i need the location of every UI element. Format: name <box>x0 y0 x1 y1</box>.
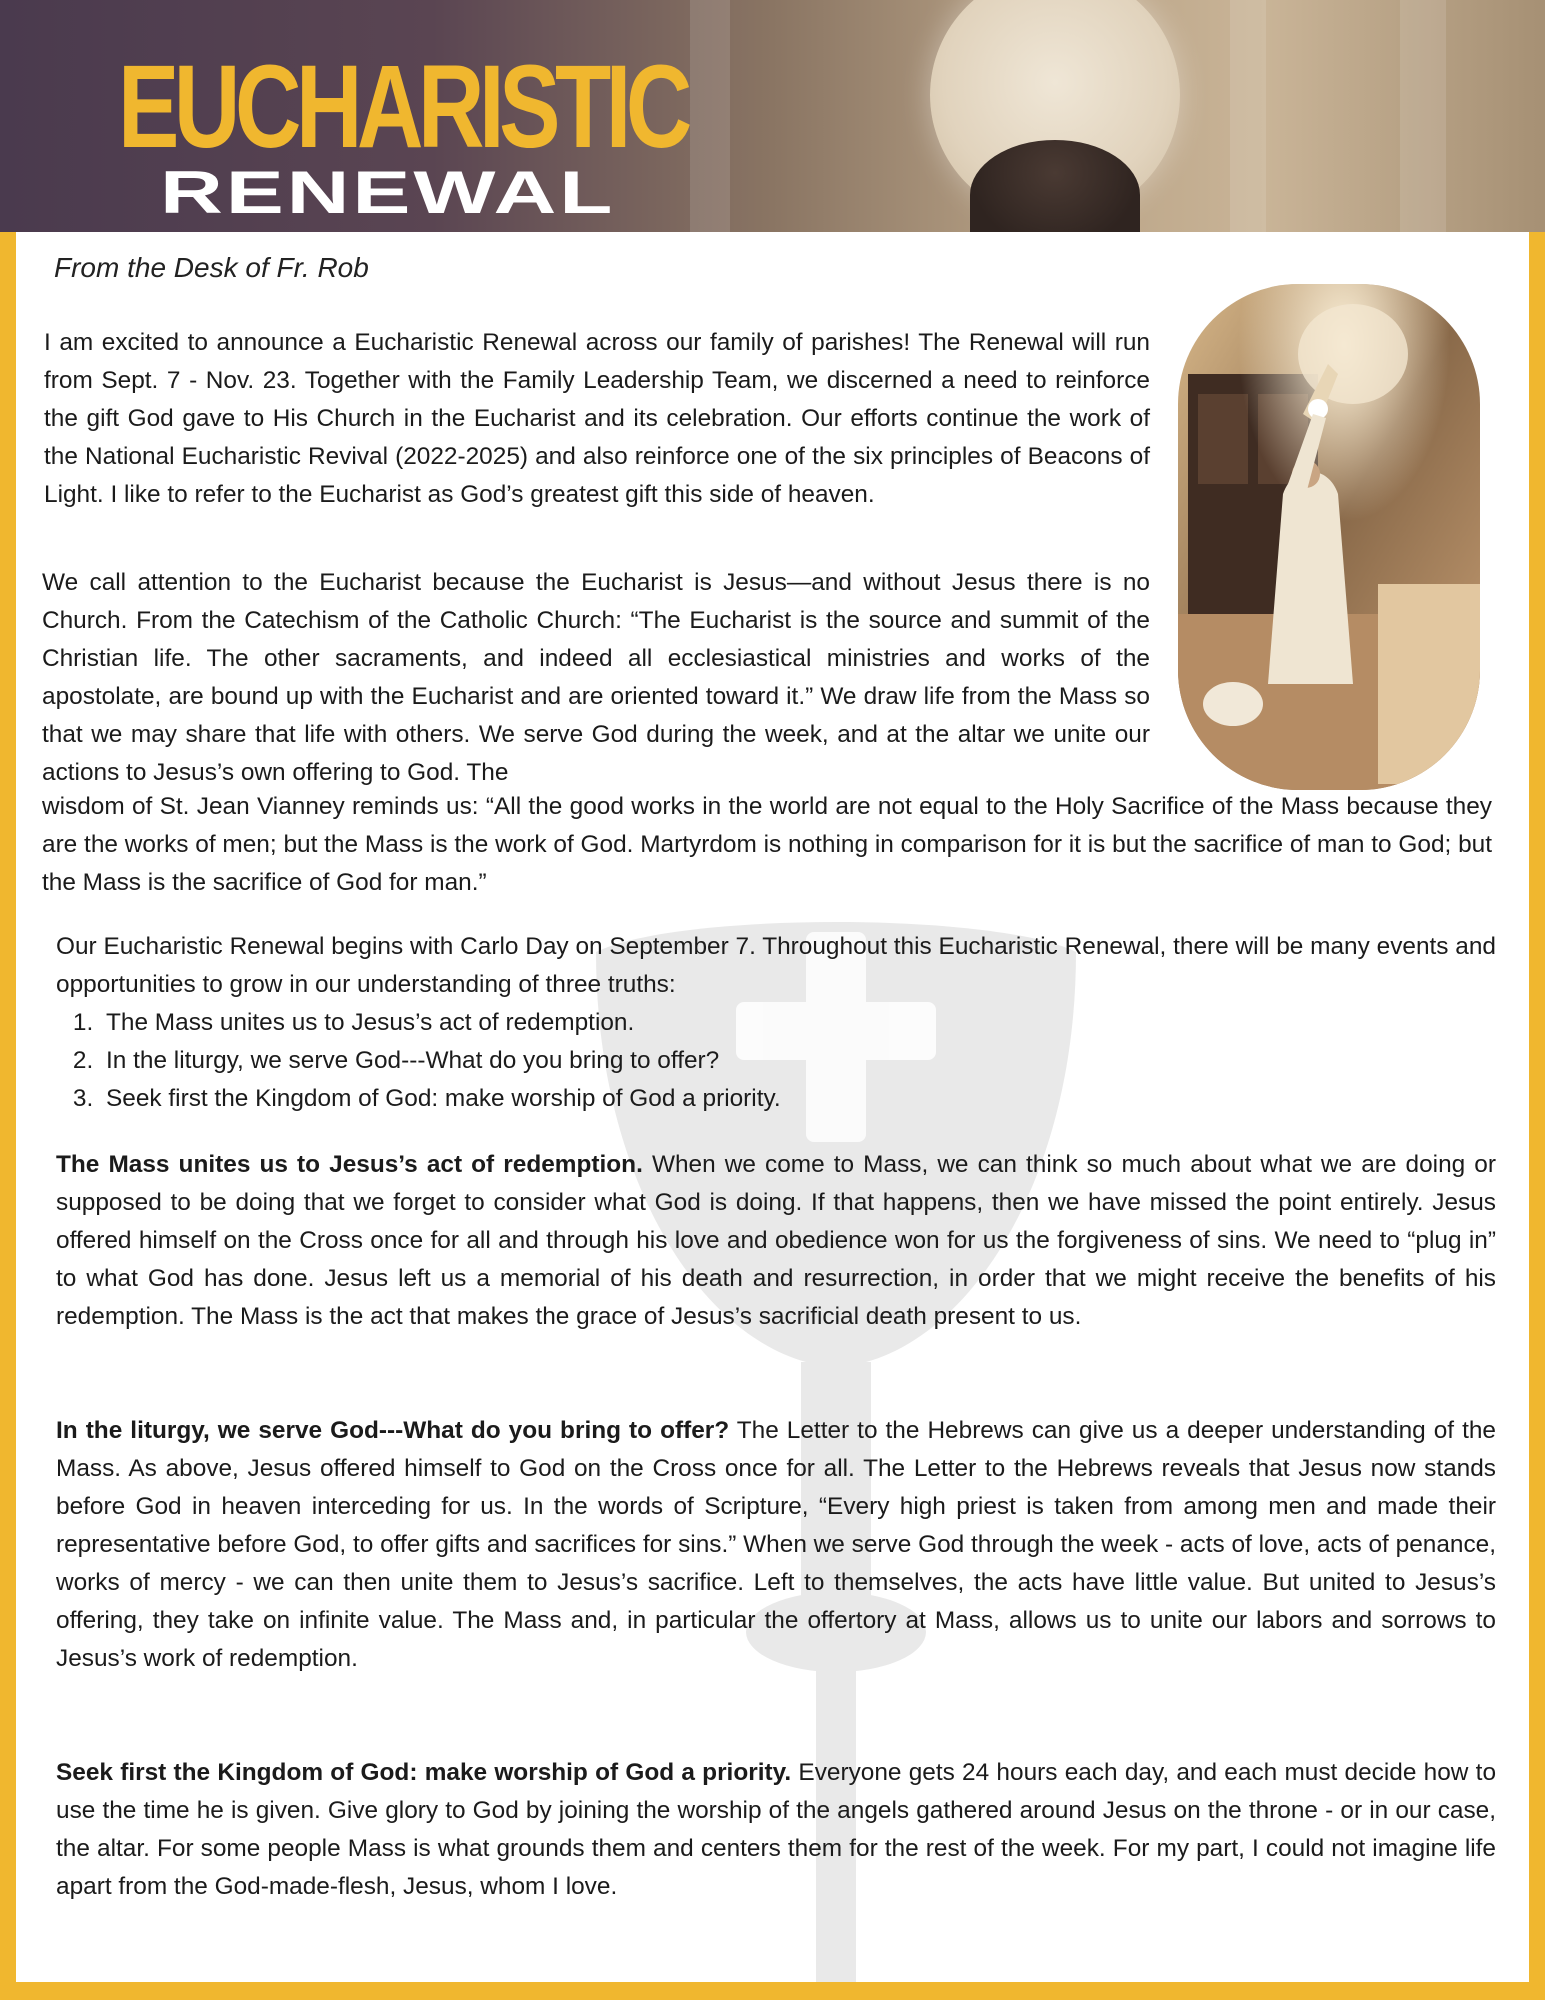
background-pillar <box>690 0 730 232</box>
renewal-intro: Our Eucharistic Renewal begins with Carlo Day on September 7. Throughout this Eucharistic Renewal, there will be many events and opportunities to grow in our understanding of three truths: <box>56 933 1496 998</box>
header-banner <box>0 0 1545 232</box>
intro-paragraph-2-continued: wisdom of St. Jean Vianney reminds us: “All the good works in the world are not equal to the Holy Sacrifice of the Mass because they are the works of men; but the Mass is the work of God. Martyrdom is nothing in comparison for it is but the sacrifice of man to God; but the Mass is the sacrifice of God for man.” <box>42 793 1492 896</box>
section-kingdom <box>56 1754 1496 1906</box>
section-heading: The Mass unites us to Jesus’s act of redemption. <box>56 1151 643 1178</box>
desk-title: From the Desk of Fr. Rob <box>54 252 369 283</box>
logo-eucharistic: EUCHARISTIC <box>118 41 687 173</box>
mass-painting <box>1178 284 1480 790</box>
section-heading: Seek first the Kingdom of God: make worship of God a priority. <box>56 1759 792 1786</box>
intro-paragraph-1: I am excited to announce a Eucharistic Renewal across our family of parishes! The Renewal will run from Sept. 7 - Nov. 23. Together with the Family Leadership Team, we discerned a need to reinforce the gift God gave to His Church in the Eucharist and its celebration. Our efforts continue the work of the National Eucharistic Revival (2022-2025) and also reinforce one of the six principles of Beacons of Light. I like to refer to the Eucharist as God’s greatest gift this side of heaven. <box>44 329 1150 508</box>
background-pillar <box>1400 0 1446 232</box>
section-body: Everyone gets 24 hours each day, and each must decide how to use the time he is given. Give glory to God by joining the worship of the angels gathered around Jesus on the throne - or in our case, the altar. For some people Mass is what grounds them and centers them for the rest of the week. For my part, I could not imagine life apart from the God-made-flesh, Jesus, whom I love. <box>56 1759 1497 1900</box>
section-liturgy <box>56 1412 1496 1678</box>
section-redemption <box>56 1146 1496 1336</box>
list-item: 1. The Mass unites us to Jesus’s act of redemption. <box>100 1004 781 1042</box>
content-panel <box>16 232 1529 1982</box>
intro-paragraph-2: We call attention to the Eucharist because the Eucharist is Jesus—and without Jesus there is no Church. From the Catechism of the Catholic Church: “The Eucharist is the source and summit of the Christian life. The other sacraments, and indeed all ecclesiastical ministries and works of the apostolate, are bound up with the Eucharist and are oriented toward it.” We draw life from the Mass so that we may share that life with others. We serve God during the week, and at the altar we unite our actions to Jesus’s own offering to God. The <box>42 569 1150 786</box>
section-heading: In the liturgy, we serve God---What do you bring to offer? <box>56 1417 730 1444</box>
list-item: 3. Seek first the Kingdom of God: make worship of God a priority. <box>100 1080 781 1118</box>
section-body: The Letter to the Hebrews can give us a deeper understanding of the Mass. As above, Jesus offered himself to God on the Cross once for all. The Letter to the Hebrews reveals that Jesus now stands before God in heaven interceding for us. In the words of Scripture, “Every high priest is taken from among men and made their representative before God, to offer gifts and sacrifices for sins.” When we serve God through the week - acts of love, acts of penance, works of mercy - we can then unite them to Jesus’s sacrifice. Left to themselves, the acts have little value. But united to Jesus’s offering, they take on infinite value. The Mass and, in particular the offertory at Mass, allows us to unite our labors and sorrows to Jesus’s work of redemption. <box>56 1417 1496 1672</box>
section-body: When we come to Mass, we can think so much about what we are doing or supposed to be doing that we forget to consider what God is doing. If that happens, then we have missed the point entirely. Jesus offered himself on the Cross once for all and through his love and obedience won for us the forgiveness of sins. We need to “plug in” to what God has done. Jesus left us a memorial of his death and resurrection, in order that we might receive the benefits of his redemption. The Mass is the act that makes the grace of Jesus’s sacrificial death present to us. <box>56 1151 1496 1330</box>
logo-renewal: RENEWAL <box>160 159 616 226</box>
background-pillar <box>1230 0 1266 232</box>
list-item: 2. In the liturgy, we serve God---What do you bring to offer? <box>100 1042 781 1080</box>
truths-list <box>46 1004 781 1118</box>
